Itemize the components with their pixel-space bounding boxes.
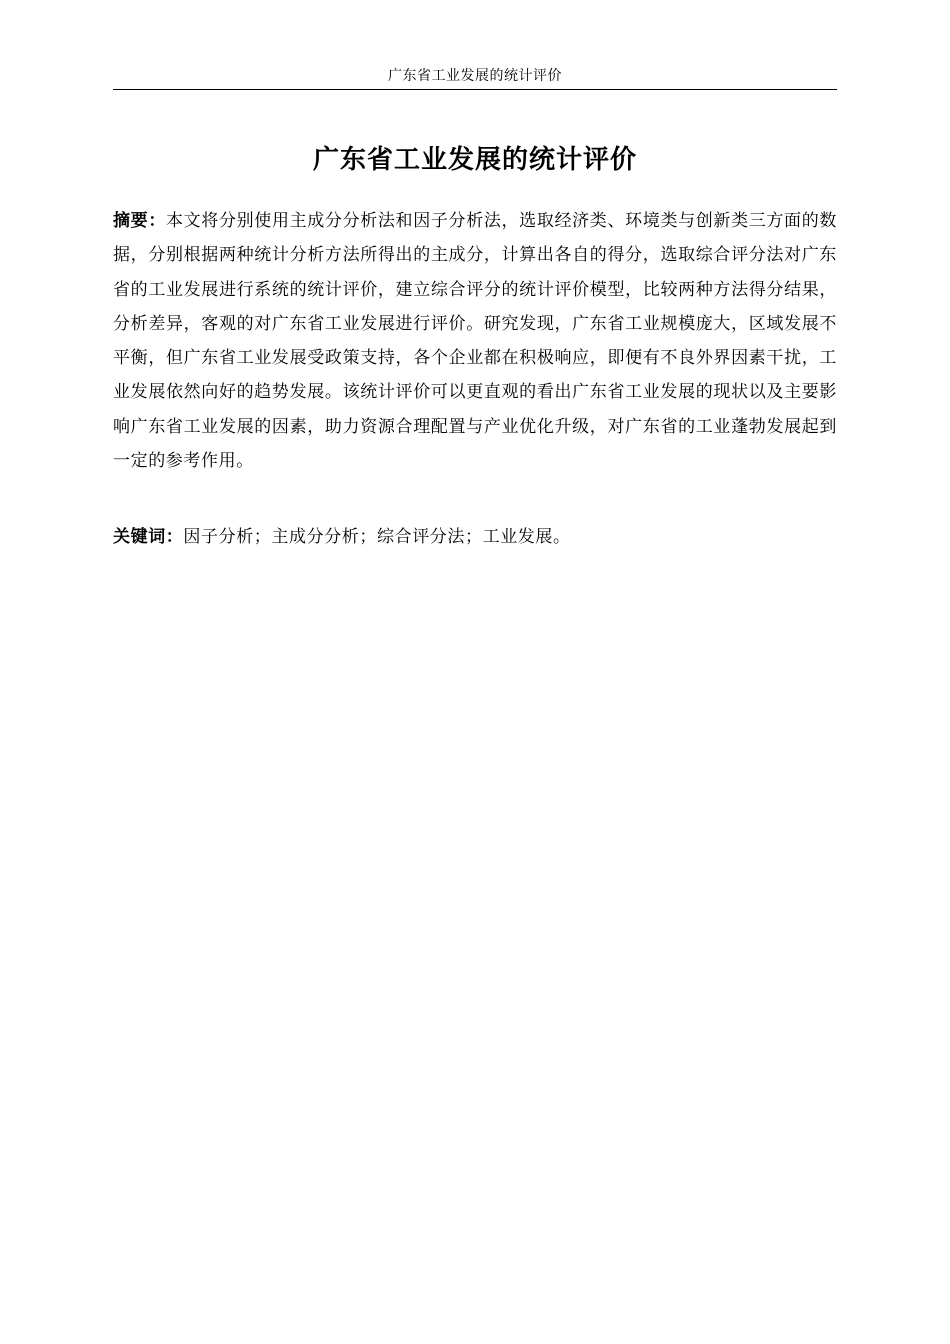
abstract-label: 摘要： xyxy=(113,211,166,231)
keywords-text: 因子分析；主成分分析；综合评分法；工业发展。 xyxy=(183,527,571,547)
abstract-paragraph xyxy=(113,204,837,478)
keywords-label: 关键词： xyxy=(113,527,184,547)
page-title: 广东省工业发展的统计评价 xyxy=(312,145,637,175)
header-rule xyxy=(113,89,837,90)
running-header: 广东省工业发展的统计评价 xyxy=(388,68,562,84)
abstract-text: 本文将分别使用主成分分析法和因子分析法，选取经济类、环境类与创新类三方面的数据，分别根据两种统计分析方法所得出的主成分，计算出各自的得分，选取综合评分法对广东省的工业发展进行系统的统计评价，建立综合评分的统计评价模型，比较两种方法得分结果，分析差异，客观的对广东省工业发展进行评价。研究发现，广东省工业规模庞大，区域发展不平衡，但广东省工业发展受政策支持，各个企业都在积极响应，即便有不良外界因素干扰，工业发展依然向好的趋势发展。该统计评价可以更直观的看出广东省工业发展的现状以及主要影响广东省工业发展的因素，助力资源合理配置与产业优化升级，对广东省的工业蓬勃发展起到一定的参考作用。 xyxy=(113,211,837,472)
keywords-paragraph xyxy=(113,520,837,554)
